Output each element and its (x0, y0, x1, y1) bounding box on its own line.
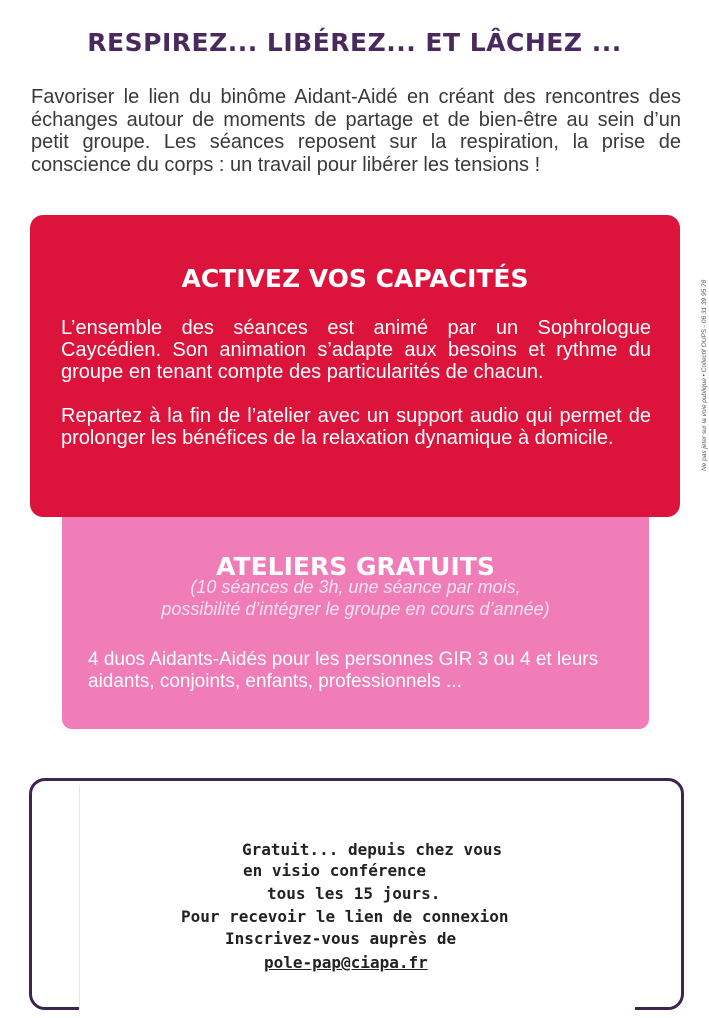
contact-email-link[interactable]: pole-pap@ciapa.fr (264, 953, 428, 972)
workshops-title: ATELIERS GRATUITS (216, 552, 495, 581)
capacities-paragraph-1: L’ensemble des séances est animé par un Sophrologue Caycédien. Son animation s’adapte aux besoins et rythme du groupe en tenant compte des particularités de chacun. (61, 317, 651, 383)
visio-line-1: Gratuit... depuis chez vous (242, 840, 503, 859)
legal-side-note: Ne pas jeter sur la voie publique • Collectif OUPS - 06 31 39 95 78 (701, 279, 708, 471)
visio-card (80, 785, 635, 1010)
visio-line-5: Inscrivez-vous auprès de (225, 929, 457, 948)
workshops-subtitle-line-1: (10 séances de 3h, une séance par mois, (190, 577, 521, 597)
visio-frame (29, 778, 684, 1010)
intro-paragraph: Favoriser le lien du binôme Aidant-Aidé en créant des rencontres des échanges autour de moments de partage et de bien-être au sein d’un petit groupe. Les séances reposent sur la respiration, la prise de conscience du corps : un travail pour libérer les tensions ! (31, 86, 681, 176)
visio-line-4: Pour recevoir le lien de connexion (181, 907, 509, 926)
page-headline: RESPIREZ... LIBÉREZ... ET LÂCHEZ ... (87, 28, 622, 57)
workshops-body: 4 duos Aidants-Aidés pour les personnes GIR 3 ou 4 et leurs aidants, conjoints, enfants, professionnels ... (88, 649, 599, 692)
free-workshops-panel (62, 517, 649, 729)
capacities-paragraph-2: Repartez à la fin de l’atelier avec un support audio qui permet de prolonger les bénéfices de la relaxation dynamique à domicile. (61, 405, 651, 449)
visio-line-2: en visio conférence (243, 861, 427, 880)
visio-line-3: tous les 15 jours. (267, 884, 441, 903)
workshops-subtitle-line-2: possibilité d’intégrer le groupe en cours d’année) (161, 599, 550, 619)
capacities-panel (30, 215, 680, 517)
capacities-title: ACTIVEZ VOS CAPACITÉS (181, 264, 529, 293)
